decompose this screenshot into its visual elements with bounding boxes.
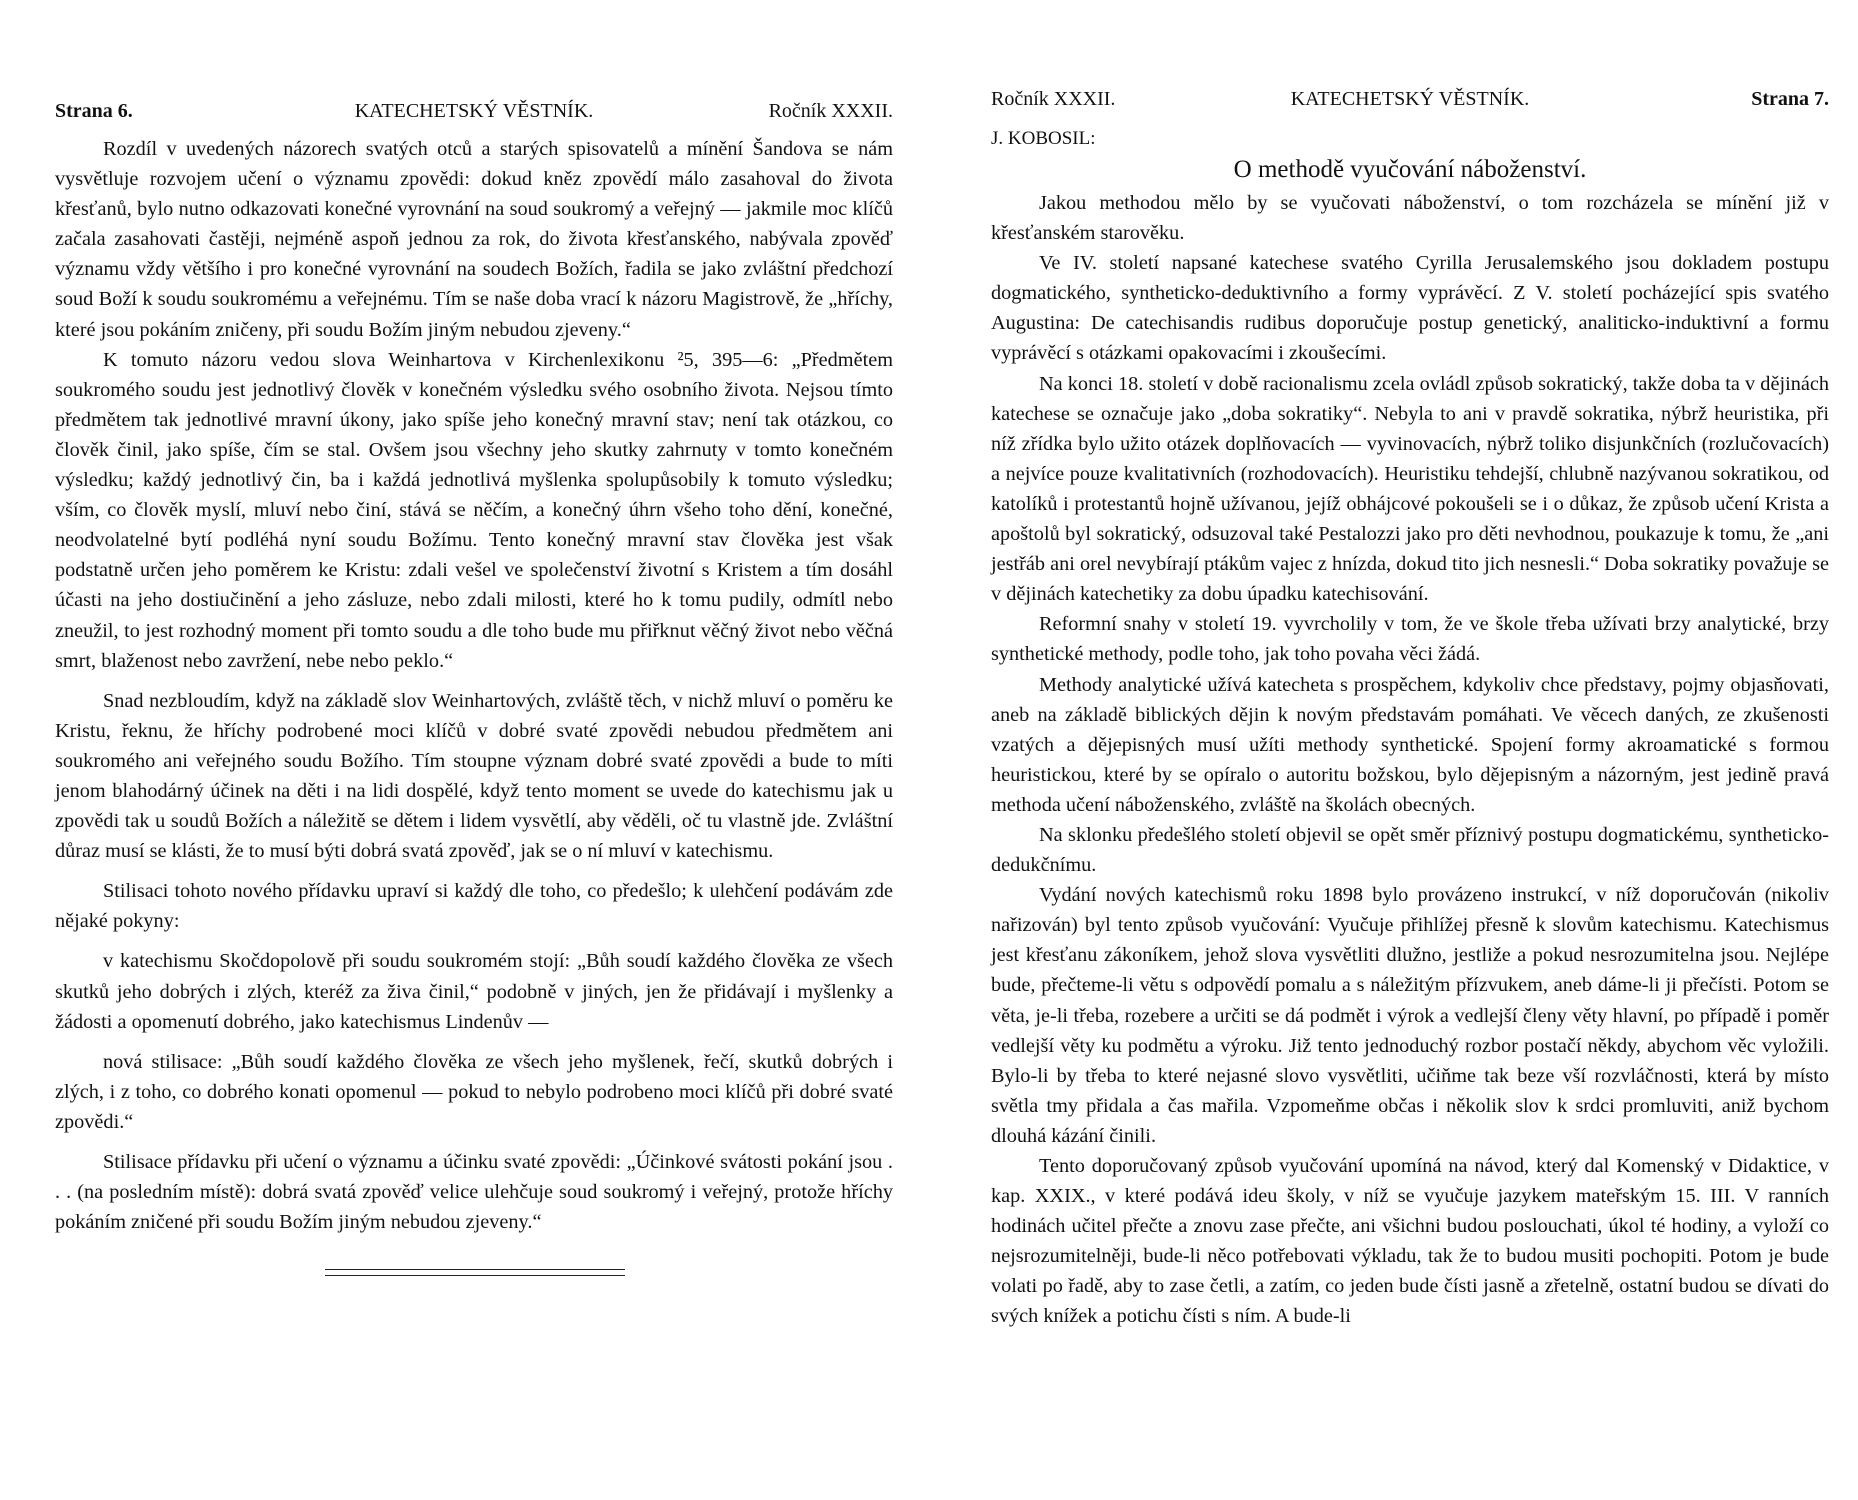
paragraph: Methody analytické užívá katecheta s prospěchem, kdykoliv chce představy, pojmy objasňovati, aneb na základě biblických dějin k novým představám pomáhati. Ve věcech daných, ze zkušenosti vzatých a dějepisných musí užíti methody synthetické. Spojení formy akroamatické s formou heuristickou, které by se opíralo o autoritu božskou, bylo dějepisným a názorným, jest jedině pravá methoda učení náboženského, zvláště na školách obecných. — [991, 673, 1829, 816]
paragraph: Reformní snahy v století 19. vyvrcholily v tom, že ve škole třeba užívati brzy analytické, brzy synthetické methody, podle toho, jak toho povaha věci žádá. — [991, 613, 1829, 666]
paragraph: Ve IV. století napsané katechese svatého Cyrilla Jerusalemského jsou dokladem postupu dogmatického, syntheticko-deduktivního a formy vyprávěcí. Z V. století pocházející spis svatého Augustina: De catechisandis rudibus doporučuje postup genetický, analiticko-induktivní a formu vyprávěcí s otázkami opakovacími i zkoušecími. — [991, 252, 1829, 365]
volume-label: Ročník XXXII. — [991, 88, 1116, 110]
paragraph: Rozdíl v uvedených názorech svatých otců a starých spisovatelů a mínění Šandova se nám vysvětluje rozvojem učení o významu zpovědi: dokud kněz zpovědí málo zasahoval do života křesťanů, bylo nutno odkazovati konečné vyrovnání na soud soukromý a veřejný — jakmile moc klíčů začala zasahovati častěji, nejméně aspoň jednou za rok, do života křesťanského, nabývala zpověď významu vždy většího i pro konečné vyrovnání na soudech Božích, řadila se jako zvláštní předchozí soud Boží k soudu soukromému a veřejnému. Tím se naše doba vrací k názoru Magistrově, že „hříchy, které jsou pokáním zničeny, při soudu Božím jiným nebudou zjeveny.“ — [55, 138, 893, 341]
paragraph: Snad nezbloudím, když na základě slov Weinhartových, zvláště těch, v nichž mluví o poměru ke Kristu, řeknu, že hříchy podrobené moci klíčů v dobré svaté zpovědi nebudou předmětem ani soukromého ani veřejného soudu Božího. Tím stoupne význam dobré svaté zpovědi a bude to míti jenom blahodárný účinek na děti i na lidi dospělé, když tento moment se uvede do katechismu jak u zpovědi tak u soudů Božích a náležitě se dětem i lidem vysvětlí, aby věděli, oč tu vlastně jde. Zvláštní důraz musí se klásti, že to musí býti dobrá svatá zpověď, jak se o ní mluví v katechismu. — [55, 689, 893, 863]
article-author: J. KOBOSIL: — [991, 128, 1096, 149]
journal-title: KATECHETSKÝ VĚSTNÍK. — [1290, 88, 1530, 110]
paragraph: Tento doporučovaný způsob vyučování upomíná na návod, který dal Komenský v Didaktice, v kap. XXIX., v které podává ideu školy, v níž se vyučuje jazykem mateřským 15. III. V ranních hodinách učitel přečte a znovu zase přečte, ani všichni budou poslouchati, úkol té hodiny, a vyloží co nejsrozumitelněji, bude-li něco potřebovati výkladu, tak že to budou musiti pochopiti. Potom je bude volati po řadě, aby to zase četli, a zatím, co jeden bude čísti jasně a zřetelně, ostatní budou se dívati do svých knížek a potichu čísti s ním. A bude-li — [991, 1155, 1829, 1328]
running-header — [991, 88, 1829, 122]
journal-title: KATECHETSKÝ VĚSTNÍK. — [354, 100, 594, 122]
paragraph: Na konci 18. století v době racionalismu zcela ovládl způsob sokratický, takže doba ta v dějinách katechese se označuje jako „doba sokratiky“. Nebyla to ani v pravdě sokratika, nýbrž heuristika, při níž zřídka bylo užito otázek doplňovacích — vyvinovacích, nýbrž toliko disjunkčních (rozlučovacích) a nejvíce pouze kvalitativních (rozhodovacích). Heuristiku tehdejší, chlubně nazývanou sokratikou, od katolíků i protestantů hojně užívanou, jejíž obhájcové pokoušeli se i o důkaz, že způsob učení Krista a apoštolů byl sokratický, odsuzoval také Pestalozzi jako pro děti nevhodnou, poukazuje k tomu, že „ani jestřáb ani orel nevybírají ptákům vajec z hnízda, dokud tito jich nesnesli.“ Doba sokratiky považuje se v dějinách katechetiky za dobu úpadku katechisování. — [991, 372, 1829, 606]
paragraph: Jakou methodou mělo by se vyučovati náboženství, o tom rozcházela se mínění již v křesťanském starověku. — [991, 192, 1829, 245]
page-number: Strana 6. — [55, 100, 133, 122]
paragraph: Vydání nových katechismů roku 1898 bylo provázeno instrukcí, v níž doporučován (nikoliv nařizován) byl tento způsob vyučování: Vyučuje přihlížej přesně k slovům katechismu. Katechismus jest křesťanu zákoníkem, jehož slova vysvětliti dlužno, jestliže a pokud nesrozumitelna jsou. Nejlépe bude, přečteme-li větu s odpovědí pomalu a s náležitým přízvukem, aneb dáme-li ji přečísti. Potom se věta, je-li třeba, rozebere a určiti se dá podmět i výrok a vedlejší členy věty hlavní, po případě i poměr vedlejší věty ku podmětu a výroku. Již tento jednoduchý rozbor postačí někdy, abychom věc vyložili. Bylo-li by třeba to které nejasné slovo vysvětliti, učiňme tak beze vší rozvláčnosti, která by místo světla tmy přidala a čas mařila. Vzpomeňme občas i několik slov k srdci promluviti, aniž bychom dlouhá kázání činili. — [991, 884, 1829, 1147]
right-page — [929, 0, 1858, 1500]
paragraph: nová stilisace: „Bůh soudí každého člověka ze všech jeho myšlenek, řečí, skutků dobrých i zlých, i z toho, co dobrého konati opomenul — pokud to nebylo podrobeno moci klíčů při dobré svaté zpovědi.“ — [55, 1050, 893, 1133]
article-title: O methodě vyučování náboženství. — [1233, 156, 1587, 183]
volume-label: Ročník XXXII. — [768, 100, 893, 122]
body-text — [55, 134, 893, 1237]
page-number: Strana 7. — [1751, 88, 1829, 110]
paragraph: Na sklonku předešlého století objevil se opět směr příznivý postupu dogmatickému, syntheticko-dedukčnímu. — [991, 823, 1829, 877]
paragraph: v katechismu Skočdopolově při soudu soukromém stojí: „Bůh soudí každého člověka ze všech skutků jeho dobrých i zlých, kteréž za živa činil,“ podobně v jiných, jen že přidávají i myšlenky a žádosti a opomenutí dobrého, jako katechismus Lindenův — — [55, 950, 893, 1033]
paragraph: Stilisaci tohoto nového přídavku upraví si každý dle toho, co předešlo; k ulehčení podávám zde nějaké pokyny: — [55, 880, 893, 933]
end-rule — [325, 1269, 625, 1276]
paragraph: Stilisace přídavku při učení o významu a účinku svaté zpovědi: „Účinkové svátosti pokání jsou . . . (na posledním místě): dobrá svatá zpověď velice ulehčuje soud soukromý i veřejný, protože hříchy pokáním zničené při soudu Božím jiným nebudou zjeveny.“ — [55, 1151, 893, 1234]
paragraph: K tomuto názoru vedou slova Weinhartova v Kirchenlexikonu ²5, 395—6: „Předmětem soukromého soudu jest jednotlivý člověk v konečném výsledku svého osobního života. Nejsou tímto předmětem tak jednotlivé mravní úkony, jako spíše jeho konečný mravní stav; není tak otázkou, co člověk činil, jako spíše, čím se stal. Ovšem jsou všechny jeho skutky zahrnuty v tomto konečném výsledku; každý jednotlivý čin, ba i každá jednotlivá myšlenka spolupůsobily k tomuto výsledku; vším, co člověk myslí, mluví nebo činí, stává se něčím, a konečný úhrn všeho toho dění, konečné, neodvolatelné bytí podléhá nyní soudu Božímu. Tento konečný mravní stav člověka jest však podstatně určen jeho poměrem ke Kristu: zdali vešel ve společenství životní s Kristem a tím dosáhl účasti na jeho dostiučinění a jeho zásluze, nebo zdali milosti, které ho k tomu pudily, odmítl nebo zneužil, to jest rozhodný moment při tomto soudu a dle toho bude mu přiřknut věčný život nebo věčná smrt, blaženost nebo zavržení, nebe nebo peklo.“ — [55, 348, 893, 672]
running-header — [55, 100, 893, 134]
body-text — [991, 188, 1829, 1332]
